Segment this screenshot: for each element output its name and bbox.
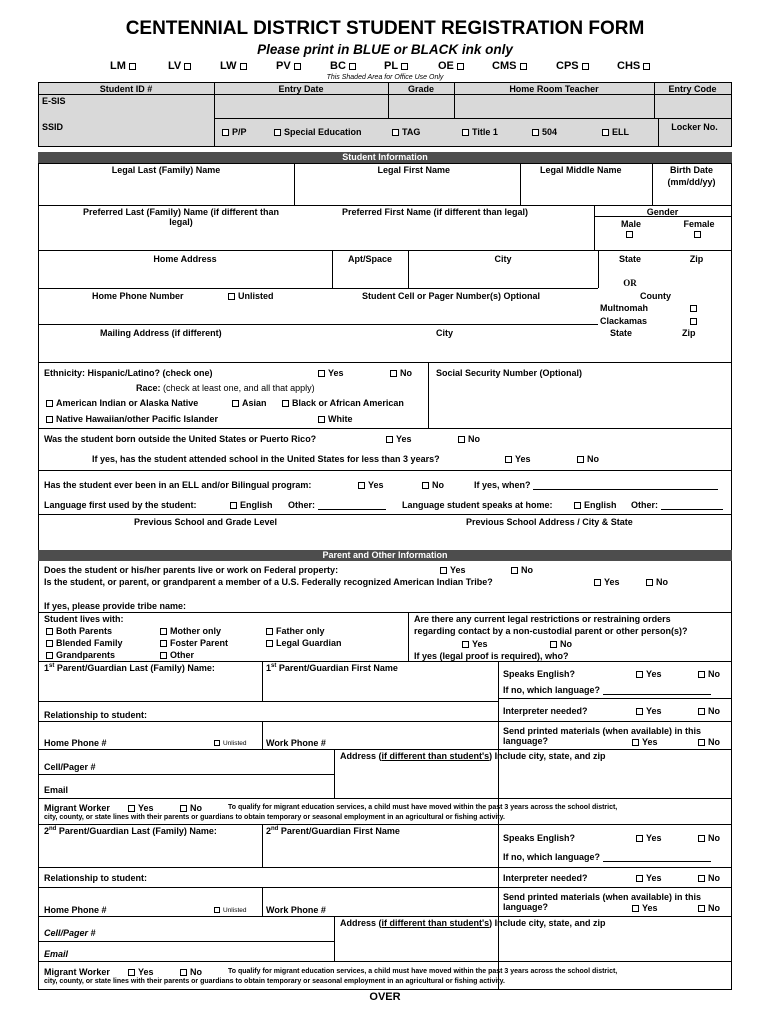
locker-label: Locker No.	[671, 122, 718, 132]
tribe-yes[interactable]: Yes	[594, 577, 620, 587]
program-title1[interactable]: Title 1	[462, 127, 498, 137]
program-sped[interactable]: Special Education	[274, 127, 362, 137]
born-outside-no[interactable]: No	[458, 434, 480, 444]
mailing-zip-label: Zip	[682, 328, 696, 338]
school-lm[interactable]: LM	[110, 60, 139, 73]
race-asian[interactable]: Asian	[232, 398, 267, 408]
ell-program-label: Has the student ever been in an ELL and/or Bilingual program:	[44, 480, 312, 490]
ssn-label: Social Security Number (Optional)	[436, 368, 583, 378]
esis-label: E-SIS	[42, 96, 66, 106]
tribe-name-label: If yes, please provide tribe name:	[44, 601, 187, 611]
grade-label: Grade	[407, 84, 434, 94]
birth-date-label: Birth Date	[669, 165, 713, 175]
lives-foster[interactable]: Foster Parent	[160, 638, 228, 648]
ell-program-no[interactable]: No	[422, 480, 444, 490]
p2-migrant-label: Migrant Worker	[44, 967, 110, 977]
school-oe[interactable]: OE	[438, 60, 467, 73]
p2-first-label: 2nd Parent/Guardian First Name	[266, 826, 400, 836]
p2-email-label: Email	[44, 949, 69, 959]
entry-date-label: Entry Date	[278, 84, 324, 94]
p1-work-phone-label: Work Phone #	[266, 738, 326, 748]
restrict-no[interactable]: No	[550, 639, 572, 649]
lang-home-english[interactable]: English	[574, 500, 617, 510]
race-nhpi[interactable]: Native Hawaiian/other Pacific Islander	[46, 414, 218, 424]
school-bc[interactable]: BC	[330, 60, 359, 73]
apt-label: Apt/Space	[347, 254, 392, 264]
p2-cell-label: Cell/Pager #	[44, 928, 96, 938]
p1-home-phone-label: Home Phone #	[44, 738, 107, 748]
p2-send-label: Send printed materials (when available) in this language?	[503, 892, 702, 913]
p2-last-label: 2nd Parent/Guardian Last (Family) Name:	[44, 826, 217, 836]
p1-speaks-yes[interactable]: Yes	[636, 669, 662, 679]
lang-first-english[interactable]: English	[230, 500, 273, 510]
p2-interpreter-label: Interpreter needed?	[503, 873, 588, 883]
mailing-label: Mailing Address (if different)	[100, 328, 222, 338]
county-clackamas[interactable]: Clackamas	[600, 316, 700, 326]
gender-male[interactable]: Male	[612, 219, 650, 240]
p2-relationship-label: Relationship to student:	[44, 873, 147, 883]
tribe-no[interactable]: No	[646, 577, 668, 587]
p1-send-label: Send printed materials (when available) in this language?	[503, 726, 702, 747]
entry-code-label: Entry Code	[668, 84, 717, 94]
birth-date-format: (mm/dd/yy)	[667, 177, 716, 187]
city-label: City	[494, 254, 512, 264]
attended-label: If yes, has the student attended school in the United States for less than 3 years?	[92, 454, 440, 464]
school-pv[interactable]: PV	[276, 60, 304, 73]
lives-blended[interactable]: Blended Family	[46, 638, 123, 648]
p2-send-yes[interactable]: Yes	[632, 903, 658, 913]
school-lw[interactable]: LW	[220, 60, 250, 73]
lives-other[interactable]: Other	[160, 650, 194, 660]
ethnicity-no[interactable]: No	[390, 368, 412, 378]
p1-send-no[interactable]: No	[698, 737, 720, 747]
parent-info-header: Parent and Other Information	[38, 550, 732, 561]
ethnicity-label: Ethnicity: Hispanic/Latino? (check one)	[44, 368, 213, 378]
federal-yes[interactable]: Yes	[440, 565, 466, 575]
student-info-header: Student Information	[38, 152, 732, 163]
home-address-label: Home Address	[153, 254, 217, 264]
p2-work-phone-label: Work Phone #	[266, 905, 326, 915]
school-lv[interactable]: LV	[168, 60, 194, 73]
p2-interpreter-yes[interactable]: Yes	[636, 873, 662, 883]
restrict-yes[interactable]: Yes	[462, 639, 488, 649]
lives-mother[interactable]: Mother only	[160, 626, 221, 636]
p2-migrant-note-2: city, county, or state lines with their parents or guardians to obtain temporary or seasonal employment in an agricultural or fishing activity.	[44, 978, 505, 985]
home-phone-unlisted[interactable]: Unlisted	[228, 291, 274, 301]
student-id-label: Student ID #	[99, 84, 153, 94]
p1-interpreter-label: Interpreter needed?	[503, 706, 588, 716]
program-tag[interactable]: TAG	[392, 127, 420, 137]
over-label: OVER	[369, 991, 401, 1003]
p2-speaks-no[interactable]: No	[698, 833, 720, 843]
lang-first-label: Language first used by the student:	[44, 500, 197, 510]
p2-home-phone-label: Home Phone #	[44, 905, 107, 915]
ssid-label: SSID	[42, 122, 64, 132]
restrict-label-1: Are there any current legal restrictions or restraining orders	[414, 614, 671, 624]
office-note: This Shaded Area for Office Use Only	[326, 74, 444, 81]
gender-female[interactable]: Female	[678, 219, 720, 240]
legal-middle-label: Legal Middle Name	[540, 165, 622, 175]
county-multnomah[interactable]: Multnomah	[600, 303, 700, 313]
prev-school-label: Previous School and Grade Level	[134, 517, 278, 527]
p1-speaks-no[interactable]: No	[698, 669, 720, 679]
p2-which-lang[interactable]: If no, which language?	[503, 852, 711, 862]
program-pp[interactable]: P/P	[222, 127, 247, 137]
p2-address-label: Address (if different than student's) Include city, state, and zip	[340, 918, 606, 928]
pref-first-label: Preferred First Name (if different than legal)	[342, 207, 529, 217]
school-pl[interactable]: PL	[384, 60, 411, 73]
race-amind[interactable]: American Indian or Alaska Native	[46, 398, 198, 408]
prev-address-label: Previous School Address / City & State	[466, 517, 633, 527]
pref-last-label: Preferred Last (Family) Name (if different than legal)	[82, 207, 280, 228]
p1-which-lang[interactable]: If no, which language?	[503, 685, 711, 695]
ethnicity-yes[interactable]: Yes	[318, 368, 344, 378]
mailing-state-label: State	[610, 328, 633, 338]
ell-when-label: If yes, when?	[474, 480, 718, 490]
attended-no[interactable]: No	[577, 454, 599, 464]
p2-interpreter-no[interactable]: No	[698, 873, 720, 883]
p2-migrant-yes[interactable]: Yes	[128, 967, 154, 977]
federal-no[interactable]: No	[511, 565, 533, 575]
p2-send-no[interactable]: No	[698, 903, 720, 913]
legal-last-label: Legal Last (Family) Name	[111, 165, 221, 175]
student-cell-label: Student Cell or Pager Number(s) Optional	[362, 291, 541, 301]
ell-program-yes[interactable]: Yes	[358, 480, 384, 490]
lang-home-other[interactable]: Other:	[631, 500, 723, 510]
p1-send-yes[interactable]: Yes	[632, 737, 658, 747]
p1-speaks-label: Speaks English?	[503, 669, 576, 679]
p1-interpreter-yes[interactable]: Yes	[636, 706, 662, 716]
restrict-label-3: If yes (legal proof is required), who?	[414, 651, 569, 661]
p2-speaks-yes[interactable]: Yes	[636, 833, 662, 843]
p1-relationship-label: Relationship to student:	[44, 710, 147, 720]
p1-migrant-yes[interactable]: Yes	[128, 803, 154, 813]
gender-label: Gender	[646, 207, 679, 217]
or-label: OR	[623, 278, 637, 288]
born-outside-label: Was the student born outside the United States or Puerto Rico?	[44, 434, 317, 444]
lives-legal[interactable]: Legal Guardian	[266, 638, 342, 648]
lives-both[interactable]: Both Parents	[46, 626, 112, 636]
school-cms[interactable]: CMS	[492, 60, 530, 73]
zip-label: Zip	[689, 254, 704, 264]
p1-last-label: 1st Parent/Guardian Last (Family) Name:	[44, 663, 215, 673]
p2-migrant-note-1: To qualify for migrant education services, a child must have moved within the past 3 years across the school district,	[228, 968, 618, 975]
p1-migrant-no[interactable]: No	[180, 803, 202, 813]
school-chs[interactable]: CHS	[617, 60, 653, 73]
p1-address-label: Address (if different than student's) Include city, state, and zip	[340, 751, 606, 761]
p1-home-unlisted[interactable]: Unlisted	[214, 740, 246, 747]
program-504[interactable]: 504	[532, 127, 557, 137]
state-label: State	[618, 254, 641, 264]
p1-interpreter-no[interactable]: No	[698, 706, 720, 716]
race-black[interactable]: Black or African American	[282, 398, 404, 408]
p2-migrant-no[interactable]: No	[180, 967, 202, 977]
p1-cell-label: Cell/Pager #	[44, 762, 96, 772]
restrict-label-2: regarding contact by a non-custodial parent or other person(s)?	[414, 626, 688, 636]
race-label: Race: (check at least one, and all that apply)	[136, 383, 315, 393]
born-outside-yes[interactable]: Yes	[386, 434, 412, 444]
attended-yes[interactable]: Yes	[505, 454, 531, 464]
p1-email-label: Email	[44, 785, 69, 795]
form-title: CENTENNIAL DISTRICT STUDENT REGISTRATION FORM	[125, 18, 645, 39]
lang-home-label: Language student speaks at home:	[402, 500, 553, 510]
home-phone-label: Home Phone Number	[92, 291, 184, 301]
p1-migrant-note-2: city, county, or state lines with their parents or guardians to obtain temporary or seasonal employment in an agricultural or fishing activity.	[44, 814, 505, 821]
form-subtitle: Please print in BLUE or BLACK ink only	[257, 42, 513, 57]
school-cps[interactable]: CPS	[556, 60, 592, 73]
lives-with-label: Student lives with:	[44, 614, 124, 624]
race-white[interactable]: White	[318, 414, 353, 424]
p1-first-label: 1st Parent/Guardian First Name	[266, 663, 398, 673]
p1-migrant-note-1: To qualify for migrant education services, a child must have moved within the past 3 years across the school district,	[228, 804, 618, 811]
p1-migrant-label: Migrant Worker	[44, 803, 110, 813]
lives-grand[interactable]: Grandparents	[46, 650, 115, 660]
tribe-label: Is the student, or parent, or grandparent a member of a U.S. Federally recognized American Indian Tribe?	[44, 577, 493, 587]
lives-father[interactable]: Father only	[266, 626, 325, 636]
program-ell[interactable]: ELL	[602, 127, 629, 137]
federal-label: Does the student or his/her parents live or work on Federal property:	[44, 565, 339, 575]
p2-home-unlisted[interactable]: Unlisted	[214, 907, 246, 914]
p2-speaks-label: Speaks English?	[503, 833, 576, 843]
home-room-label: Home Room Teacher	[509, 84, 599, 94]
legal-first-label: Legal First Name	[377, 165, 450, 175]
lang-first-other[interactable]: Other:	[288, 500, 386, 510]
county-label: County	[640, 291, 671, 301]
ell-when-line[interactable]	[533, 489, 718, 490]
mailing-city-label: City	[436, 328, 454, 338]
